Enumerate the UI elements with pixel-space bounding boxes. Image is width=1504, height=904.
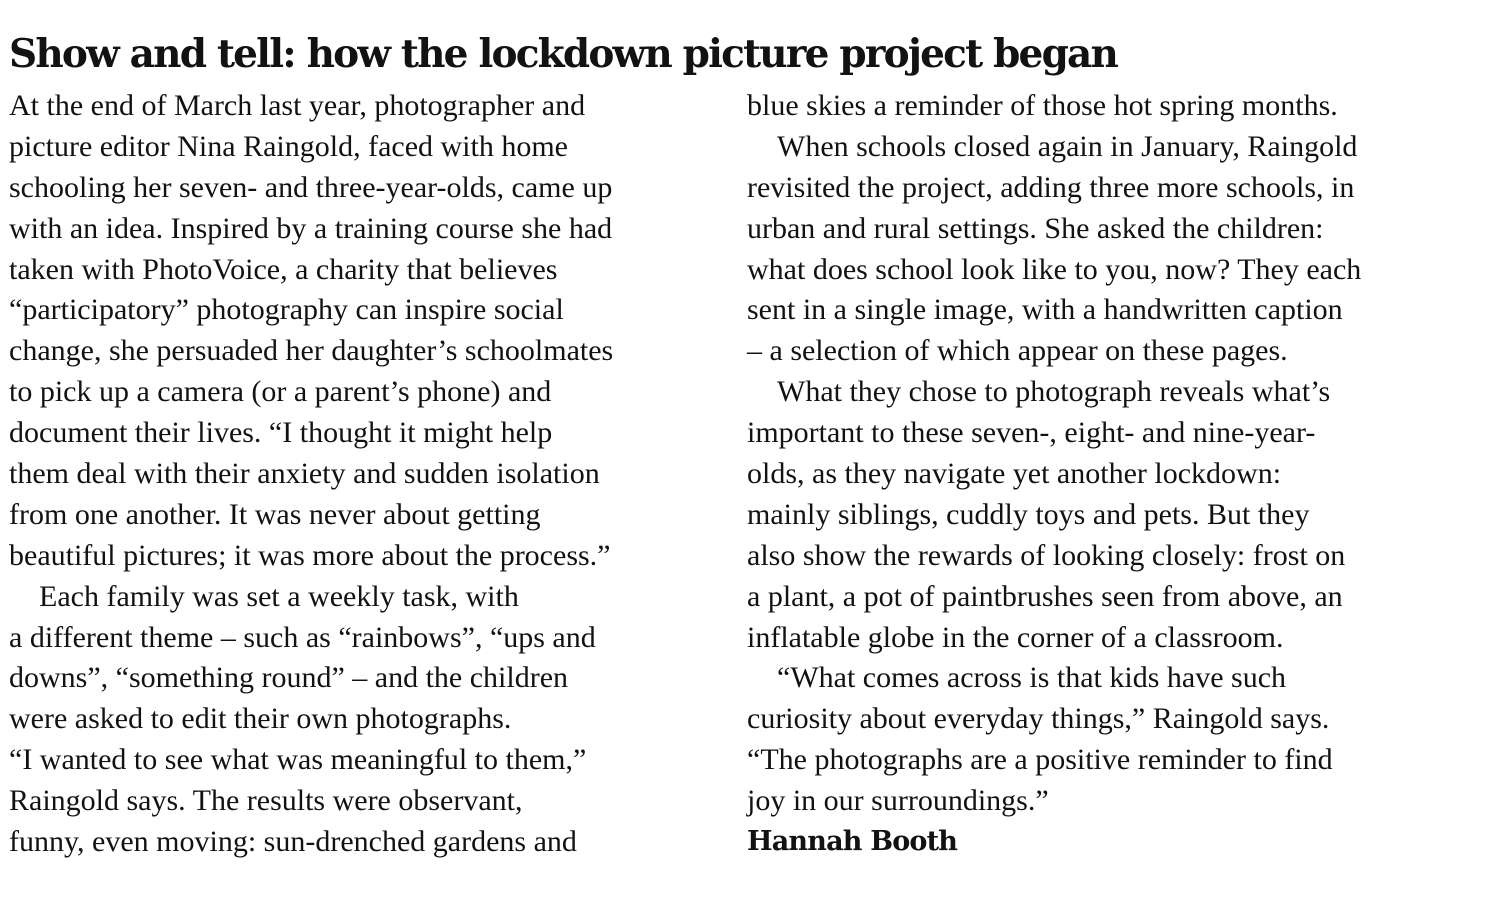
body-line: urban and rural settings. She asked the children: <box>747 211 1324 245</box>
body-line: schooling her seven- and three-year-olds, came up <box>9 170 613 204</box>
body-line: inflatable globe in the corner of a classroom. <box>747 620 1284 654</box>
body-line: a plant, a pot of paintbrushes seen from above, an <box>747 579 1343 613</box>
body-line: sent in a single image, with a handwritten caption <box>747 293 1343 327</box>
paragraph-start-line: Each family was set a weekly task, with <box>39 579 519 613</box>
body-line: blue skies a reminder of those hot spring months. <box>747 89 1338 122</box>
article-column-left <box>9 86 724 863</box>
body-line: At the end of March last year, photographer and <box>9 89 586 122</box>
article-headline: Show and tell: how the lockdown picture project began <box>9 31 1118 77</box>
paragraph-start-line: When schools closed again in January, Raingold <box>777 129 1358 163</box>
body-line: picture editor Nina Raingold, faced with home <box>9 129 568 163</box>
body-line: change, she persuaded her daughter’s schoolmates <box>9 334 614 368</box>
article-column-right <box>747 86 1487 863</box>
body-line: joy in our surroundings.” <box>747 784 1049 818</box>
body-line: a different theme – such as “rainbows”, “ups and <box>9 620 596 654</box>
body-line: downs”, “something round” – and the children <box>9 661 569 695</box>
body-line: also show the rewards of looking closely: frost on <box>747 538 1346 572</box>
body-line: olds, as they navigate yet another lockdown: <box>747 457 1282 491</box>
body-line: beautiful pictures; it was more about the process.” <box>9 538 611 572</box>
body-line: “participatory” photography can inspire social <box>9 293 564 327</box>
body-line: taken with PhotoVoice, a charity that believes <box>9 252 558 286</box>
body-line: important to these seven-, eight- and nine-year- <box>747 416 1316 450</box>
body-line: “The photographs are a positive reminder to find <box>747 743 1333 777</box>
paragraph-start-line: What they chose to photograph reveals what’s <box>777 375 1331 409</box>
body-line: to pick up a camera (or a parent’s phone) and <box>9 375 552 409</box>
body-line: funny, even moving: sun-drenched gardens and <box>9 825 577 859</box>
body-line: revisited the project, adding three more schools, in <box>747 170 1355 204</box>
body-line: Raingold says. The results were observant, <box>9 784 523 818</box>
body-line: “I wanted to see what was meaningful to them,” <box>9 743 587 777</box>
body-line: mainly siblings, cuddly toys and pets. But they <box>747 497 1310 531</box>
body-line: them deal with their anxiety and sudden isolation <box>9 457 600 491</box>
body-line: curiosity about everyday things,” Raingold says. <box>747 702 1330 736</box>
paragraph-start-line: “What comes across is that kids have such <box>777 661 1287 695</box>
body-line: from one another. It was never about getting <box>9 497 541 531</box>
body-line: what does school look like to you, now? They each <box>747 252 1362 286</box>
byline: Hannah Booth <box>747 826 958 858</box>
body-line: – a selection of which appear on these pages. <box>747 334 1288 368</box>
body-line: with an idea. Inspired by a training course she had <box>9 211 613 245</box>
body-line: document their lives. “I thought it might help <box>9 416 553 450</box>
body-line: were asked to edit their own photographs. <box>9 702 512 736</box>
